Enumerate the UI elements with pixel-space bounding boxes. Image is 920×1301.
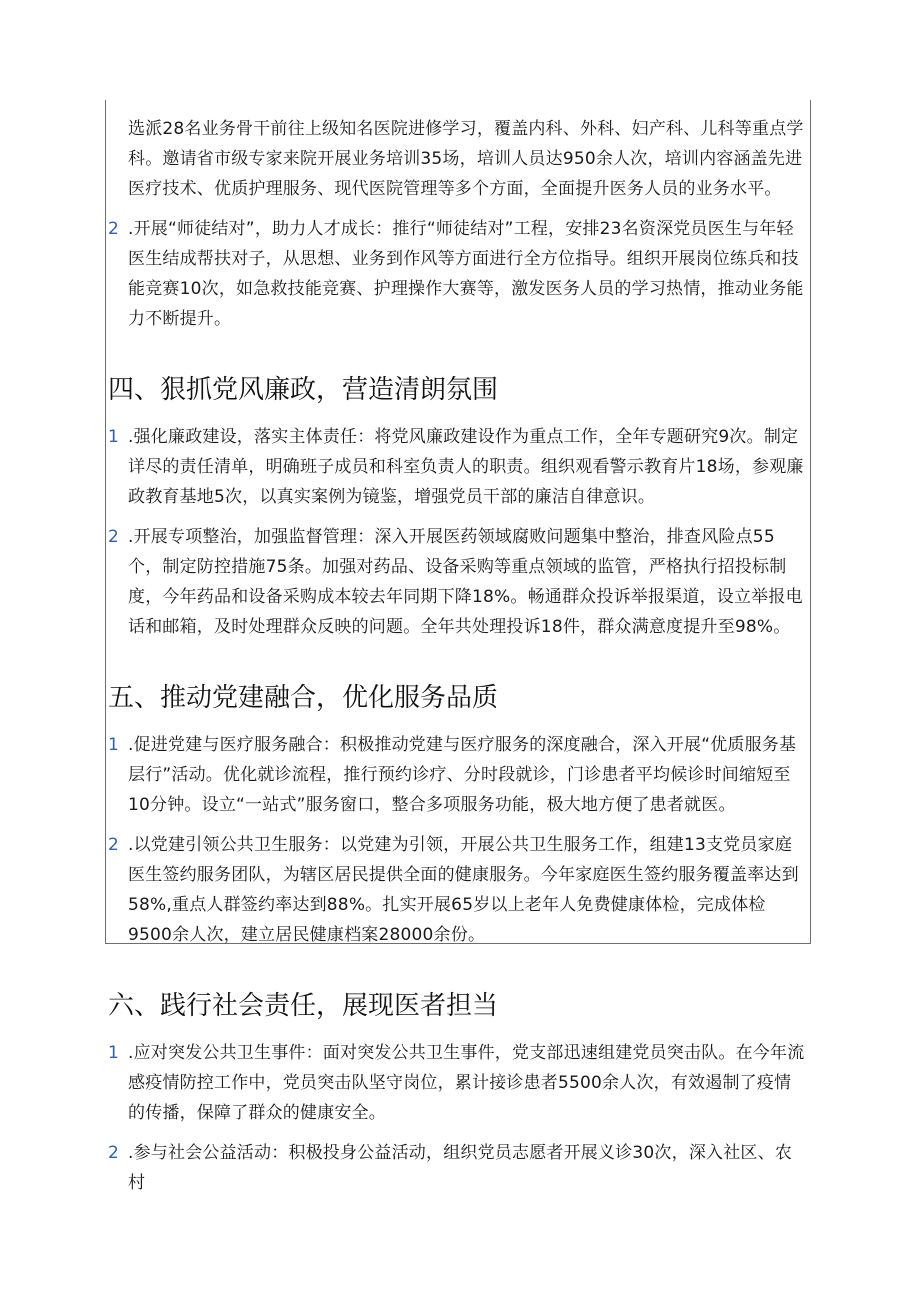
- list-item: [108, 1038, 808, 1128]
- item-number: 2: [108, 219, 119, 239]
- item-number: 2: [108, 835, 119, 855]
- boxed-content: [108, 114, 808, 950]
- list-item: [108, 1138, 808, 1198]
- list-item: [108, 830, 808, 950]
- item-text: .促进党建与医疗服务融合：积极推动党建与医疗服务的深度融合，深入开展“优质服务基层行”活动。优化就诊流程，推行预约诊疗、分时段就诊，门诊患者平均候诊时间缩短至10分钟。设立“一站式”服务窗口，整合多项服务功能，极大地方便了患者就医。: [128, 735, 797, 815]
- item-text: .开展“师徒结对”，助力人才成长：推行“师徒结对”工程，安排23名资深党员医生与年轻医生结成帮扶对子，从思想、业务到作风等方面进行全方位指导。组织开展岗位练兵和技能竞赛10次，如急救技能竞赛、护理操作大赛等，激发医务人员的学习热情，推动业务能力不断提升。: [128, 219, 804, 329]
- list-item: [108, 730, 808, 820]
- continued-paragraph: 选派28名业务骨干前往上级知名医院进修学习，覆盖内科、外科、妇产科、儿科等重点学科。邀请省市级专家来院开展业务培训35场，培训人员达950余人次，培训内容涵盖先进医疗技术、优质护理服务、现代医院管理等多个方面，全面提升医务人员的业务水平。: [128, 119, 804, 199]
- item-text: .以党建引领公共卫生服务：以党建为引领，开展公共卫生服务工作，组建13支党员家庭医生签约服务团队，为辖区居民提供全面的健康服务。今年家庭医生签约服务覆盖率达到58%,重点人群签约率达到88%。扎实开展65岁以上老年人免费健康体检，完成体检9500余人次，建立居民健康档案28000余份。: [128, 835, 799, 945]
- item-text: .强化廉政建设，落实主体责任：将党风廉政建设作为重点工作，全年专题研究9次。制定详尽的责任清单，明确班子成员和科室负责人的职责。组织观看警示教育片18场，参观廉政教育基地5次，以真实案例为镜鉴，增强党员干部的廉洁自律意识。: [128, 427, 804, 507]
- list-item: [108, 522, 808, 642]
- item-text: .应对突发公共卫生事件：面对突发公共卫生事件，党支部迅速组建党员突击队。在今年流感疫情防控工作中，党员突击队坚守岗位，累计接诊患者5500余人次，有效遏制了疫情的传播，保障了群众的健康安全。: [128, 1043, 805, 1123]
- section-heading: 四、狠抓党风廉政，营造清朗氛围: [108, 375, 499, 405]
- item-number: 1: [108, 1043, 119, 1063]
- section-heading: 五、推动党建融合，优化服务品质: [108, 683, 499, 713]
- section-heading: 六、践行社会责任，展现医者担当: [108, 991, 499, 1021]
- list-item: [108, 214, 808, 334]
- section-six: [108, 986, 808, 1198]
- item-text: .开展专项整治，加强监督管理：深入开展医药领域腐败问题集中整治，排查风险点55个，制定防控措施75条。加强对药品、设备采购等重点领域的监管，严格执行招投标制度，今年药品和设备采购成本较去年同期下降18%。畅通群众投诉举报渠道，设立举报电话和邮箱，及时处理群众反映的问题。全年共处理投诉18件，群众满意度提升至98%。: [128, 527, 803, 637]
- item-number: 2: [108, 527, 119, 547]
- item-text: .参与社会公益活动：积极投身公益活动，组织党员志愿者开展义诊30次，深入社区、农村: [128, 1143, 793, 1193]
- item-number: 1: [108, 427, 119, 447]
- list-item: [108, 422, 808, 512]
- item-number: 2: [108, 1143, 119, 1163]
- item-number: 1: [108, 735, 119, 755]
